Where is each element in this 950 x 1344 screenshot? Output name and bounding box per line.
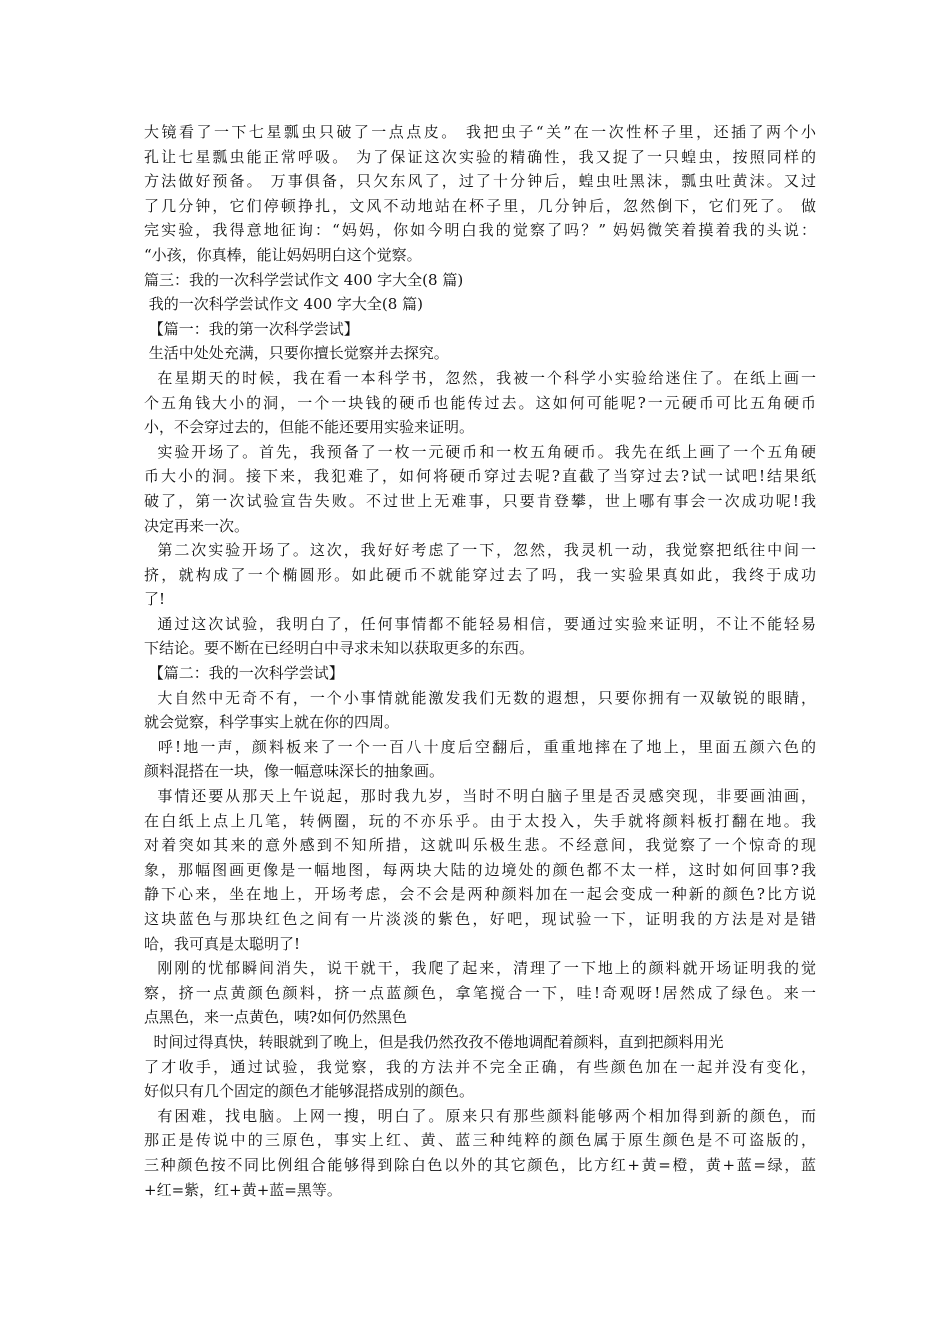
text-line: 【篇二：我的一次科学尝试】: [144, 664, 344, 683]
text-line: 了几分钟，它们停顿挣扎，文风不动地站在杯子里，几分钟后，忽然倒下，它们死了。 做: [144, 196, 816, 215]
text-line: 哈，我可真是太聪明了!: [144, 934, 301, 953]
text-line: 决定再来一次。: [144, 516, 250, 535]
text-line: 孔让七星瓢虫能正常呼吸。 为了保证这次实验的精确性，我又捉了一只蝗虫，按照同样的: [144, 147, 816, 166]
text-line: 在白纸上点上几笔，转俩圈，玩的不亦乐乎。由于太投入，失手就将颜料板打翻在地。我: [144, 811, 816, 830]
text-line: 有困难，找电脑。上网一搜，明白了。原来只有那些颜料能够两个相加得到新的颜色，而: [144, 1106, 816, 1125]
text-line: 那正是传说中的三原色，事实上红、黄、蓝三种纯粹的颜色属于原生颜色是不可盗版的，: [144, 1131, 816, 1150]
text-line: 币大小的洞。接下来，我犯难了，如何将硬币穿过去呢?直截了当穿过去?试一试吧!结果纸: [144, 467, 816, 486]
text-line: 静下心来，坐在地上，开场考虑，会不会是两种颜料加在一起会变成一种新的颜色?比方说: [144, 885, 816, 904]
text-line: 颜料混搭在一块，像一幅意味深长的抽象画。: [144, 762, 445, 781]
text-line: 生活中处处充满，只要你擅长觉察并去探究。: [144, 344, 449, 363]
text-line: 察，挤一点黄颜色颜料，挤一点蓝颜色，拿笔搅合一下，哇!奇观呀!居然成了绿色。来一: [144, 983, 816, 1002]
text-line: “小孩，你真棒，能让妈妈明白这个觉察。: [144, 245, 422, 264]
text-line: 通过这次试验，我明白了，任何事情都不能轻易相信，要通过实验来证明，不让不能轻易: [144, 614, 816, 633]
text-line: 破了，第一次试验宣告失败。不过世上无难事，只要肯登攀，世上哪有事会一次成功呢!我: [144, 491, 816, 510]
text-line: 事情还要从那天上午说起，那时我九岁，当时不明白脑子里是否灵感突现，非要画油画，: [144, 787, 816, 806]
text-line: 小，不会穿过去的，但能不能还要用实验来证明。: [144, 418, 475, 437]
text-line: 大镜看了一下七星瓢虫只破了一点点皮。 我把虫子“关”在一次性杯子里，还插了两个小: [144, 123, 816, 141]
text-line: 我的一次科学尝试作文 400 字大全(8 篇): [144, 295, 423, 314]
text-line: 挤，就构成了一个椭圆形。如此硬币不就能穿过去了吗，我一实验果真如此，我终于成功: [144, 565, 816, 584]
text-line: 第二次实验开场了。这次，我好好考虑了一下，忽然，我灵机一动，我觉察把纸往中间一: [144, 541, 816, 560]
text-line: 点黑色，来一点黄色，咦?如何仍然黑色: [144, 1008, 408, 1027]
text-line: 【篇一：我的第一次科学尝试】: [144, 319, 359, 338]
text-line: 了才收手，通过试验，我觉察，我的方法并不完全正确，有些颜色加在一起并没有变化，: [144, 1057, 816, 1076]
text-line: 了!: [144, 590, 166, 609]
text-line: 完实验，我得意地征询：“妈妈，你如今明白我的觉察了吗？” 妈妈微笑着摸着我的头说：: [144, 221, 816, 240]
text-line: 象，那幅图画更像是一幅地图，每两块大陆的边境处的颜色都不太一样，这时如何回事?我: [144, 860, 816, 879]
text-line: 这块蓝色与那块红色之间有一片淡淡的紫色，好吧，现试验一下，证明我的方法是对是错: [144, 910, 816, 928]
text-line: 下结论。要不断在已经明白中寻求未知以获取更多的东西。: [144, 639, 535, 658]
text-line: 好似只有几个固定的颜色才能够混搭成别的颜色。: [144, 1082, 475, 1101]
text-line: 呼!地一声，颜料板来了一个一百八十度后空翻后，重重地摔在了地上，里面五颜六色的: [144, 737, 816, 756]
text-line: 刚刚的忧郁瞬间消失，说干就干，我爬了起来，清理了一下地上的颜料就开场证明我的觉: [144, 959, 816, 978]
text-line: 时间过得真快，转眼就到了晚上，但是我仍然孜孜不倦地调配着颜料，直到把颜料用光: [144, 1032, 724, 1051]
document-page: [144, 120, 816, 1202]
text-line: 三种颜色按不同比例组合能够得到除白色以外的其它颜色，比方红+黄=橙，黄+蓝=绿，蓝: [144, 1155, 816, 1174]
text-line: 个五角钱大小的洞，一个一块钱的硬币也能传过去。这如何可能呢?一元硬币可比五角硬币: [144, 393, 816, 412]
text-line: 篇三：我的一次科学尝试作文 400 字大全(8 篇): [144, 270, 464, 289]
text-line: 就会觉察，科学事实上就在你的四周。: [144, 713, 400, 732]
text-line: 在星期天的时候，我在看一本科学书，忽然，我被一个科学小实验给迷住了。在纸上画一: [144, 368, 816, 387]
text-line: 方法做好预备。 万事俱备，只欠东风了，过了十分钟后，蝗虫吐黑沫，瓢虫吐黄沫。又过: [144, 172, 816, 191]
text-line: 对着突如其来的意外感到不知所措，这就叫乐极生悲。不经意间，我觉察了一个惊奇的现: [144, 836, 816, 855]
text-line: +红=紫，红+黄+蓝=黑等。: [144, 1180, 342, 1199]
text-line: 实验开场了。首先，我预备了一枚一元硬币和一枚五角硬币。我先在纸上画了一个五角硬: [144, 442, 816, 461]
text-line: 大自然中无奇不有，一个小事情就能激发我们无数的遐想，只要你拥有一双敏锐的眼睛，: [144, 688, 816, 707]
